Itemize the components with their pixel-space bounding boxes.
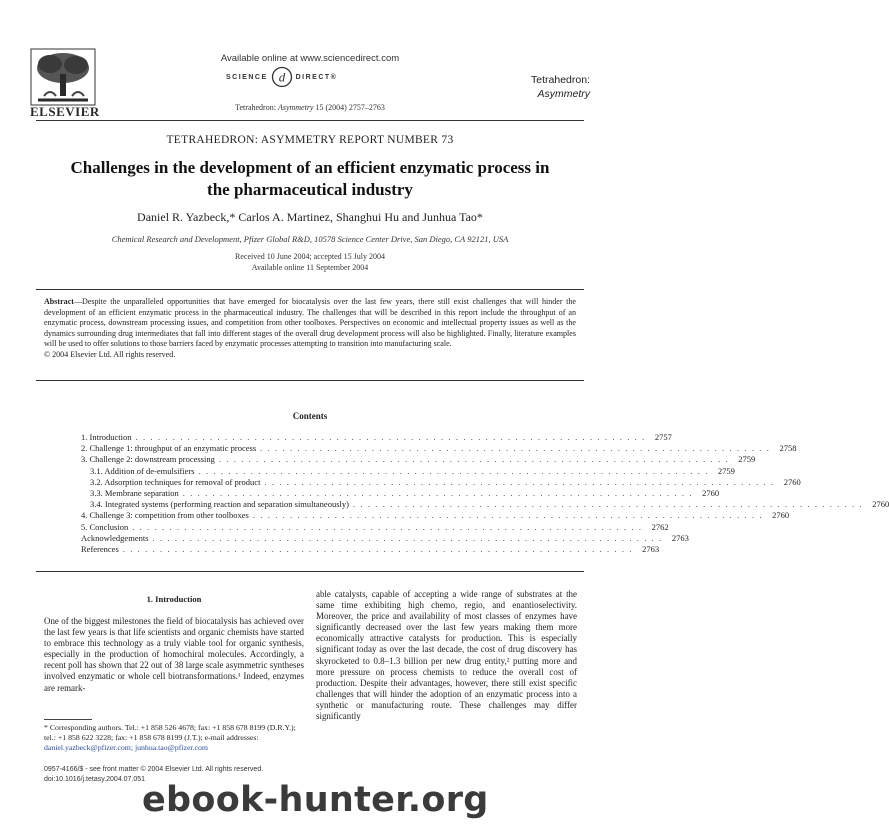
- toc-entry-label: 3.2. Adsorption techniques for removal of product: [90, 476, 261, 487]
- journal-logo-line1: Tetrahedron:: [531, 74, 590, 86]
- toc-entry-page: 2760: [783, 476, 801, 487]
- toc-entry[interactable]: [81, 543, 660, 555]
- toc-entry-page: 2759: [717, 465, 735, 476]
- journal-volume: 15 (2004) 2757–2763: [313, 103, 385, 112]
- sd-left-text: SCIENCE: [226, 73, 268, 81]
- toc-leader-dots: . . . . . . . . . . . . . . . . . . . . . . . . . . . . . . . . . . . . . . . . . . . . . . . . . . . . . . . . . . . . . . . . . . . . .: [198, 465, 709, 476]
- toc-entry-page: 2760: [702, 487, 720, 498]
- toc-entry-label: 3.1. Addition of de-emulsifiers: [90, 465, 195, 476]
- toc-entry-label: 4. Challenge 3: competition from other toolboxes: [81, 510, 249, 521]
- sd-right-text: DIRECT®: [295, 73, 338, 81]
- header-rule: [36, 120, 584, 121]
- toc-entry-page: 2757: [654, 432, 672, 442]
- toc-leader-dots: . . . . . . . . . . . . . . . . . . . . . . . . . . . . . . . . . . . . . . . . . . . . . . . . . . . . . . . . . . . . . . . . . . . . .: [132, 521, 643, 532]
- journal-logo-line2: Asymmetry: [537, 88, 590, 100]
- publisher-name: ELSEVIER: [30, 104, 100, 119]
- toc-leader-dots: . . . . . . . . . . . . . . . . . . . . . . . . . . . . . . . . . . . . . . . . . . . . . . . . . . . . . . . . . . . . . . . . . . . . .: [152, 532, 663, 543]
- body-column-right: able catalysts, capable of accepting a wide range of substrates at the same time exhibiting high chemo, regio, and enantioselectivity. Moreover, the price and availability of most classes of enzymes have significantly decreased over the last few years making them more economically attractive catalysts for production. This is especially significant today as over the last decade, the cost of drug discovery has skyrocketed to 0.8–1.3 billion per new drug entity,² putting more and more pressure on process chemists to reduce the overall cost of production. Despite their advantages, however, there still exist specific challenges that will hinder the adoption of an enzymatic process into a synthetic or manufacturing route. These challenges may differ significantly: [316, 589, 577, 722]
- article-title: [40, 157, 580, 201]
- table-of-contents: [81, 432, 889, 555]
- journal-logo-text: [531, 73, 590, 101]
- toc-leader-dots: . . . . . . . . . . . . . . . . . . . . . . . . . . . . . . . . . . . . . . . . . . . . . . . . . . . . . . . . . . . . . . . . . . . . .: [352, 499, 864, 510]
- corresponding-author-footnote: [44, 723, 306, 753]
- toc-entry-label: Acknowledgements: [81, 532, 149, 543]
- affiliation: Chemical Research and Development, Pfizer Global R&D, 10578 Science Center Drive, San Diego, CA 92121, USA: [111, 234, 509, 244]
- available-online-line[interactable]: Available online at www.sciencedirect.com: [220, 53, 400, 64]
- toc-entry-page: 2760: [772, 510, 790, 521]
- toc-entry-label: 3.4. Integrated systems (performing reaction and separation simultaneously): [90, 499, 349, 510]
- section-heading-introduction: 1. Introduction: [146, 594, 202, 604]
- toc-entry-label: 1. Introduction: [81, 432, 132, 442]
- toc-leader-dots: . . . . . . . . . . . . . . . . . . . . . . . . . . . . . . . . . . . . . . . . . . . . . . . . . . . . . . . . . . . . . . . . . . . . .: [122, 543, 634, 554]
- toc-entry-page: 2760: [872, 499, 889, 510]
- toc-entry-page: 2762: [651, 521, 669, 532]
- toc-entry[interactable]: [81, 454, 756, 465]
- toc-leader-dots: . . . . . . . . . . . . . . . . . . . . . . . . . . . . . . . . . . . . . . . . . . . . . . . . . . . . . . . . . . . . . . . . . . . . .: [182, 487, 694, 498]
- toc-entry[interactable]: [81, 521, 669, 533]
- sciencedirect-mark-icon: [271, 66, 293, 88]
- contents-title: Contents: [292, 411, 328, 421]
- toc-leader-dots: . . . . . . . . . . . . . . . . . . . . . . . . . . . . . . . . . . . . . . . . . . . . . . . . . . . . . . . . . . . . . . . . . . . . .: [218, 454, 730, 465]
- svg-text:d: d: [278, 69, 285, 85]
- toc-entry-label: References: [81, 543, 119, 554]
- article-title-line2: the pharmaceutical industry: [207, 180, 413, 199]
- abstract: [44, 297, 576, 360]
- journal-citation: [0, 103, 620, 112]
- toc-leader-dots: . . . . . . . . . . . . . . . . . . . . . . . . . . . . . . . . . . . . . . . . . . . . . . . . . . . . . . . . . . . . . . . . . . . . .: [252, 510, 764, 521]
- toc-leader-dots: . . . . . . . . . . . . . . . . . . . . . . . . . . . . . . . . . . . . . . . . . . . . . . . . . . . . . . . . . . . . . . . . . . . . .: [264, 476, 775, 487]
- received-date: Received 10 June 2004; accepted 15 July 2004: [235, 252, 385, 261]
- toc-entry[interactable]: [81, 465, 735, 477]
- available-date: Available online 11 September 2004: [251, 263, 369, 272]
- watermark-text: ebook-hunter.org: [142, 780, 489, 820]
- toc-entry[interactable]: [81, 510, 790, 521]
- toc-entry[interactable]: [81, 487, 720, 499]
- toc-entry-page: 2759: [738, 454, 756, 465]
- abstract-copyright: © 2004 Elsevier Ltd. All rights reserved.: [44, 349, 176, 359]
- toc-entry[interactable]: [81, 432, 672, 443]
- author-emails[interactable]: daniel.yazbeck@pfizer.com; junhua.tao@pfizer.com: [44, 743, 208, 752]
- doi-line[interactable]: doi:10.1016/j.tetasy.2004.07.051: [44, 776, 146, 783]
- contents-bottom-rule: [36, 571, 584, 572]
- abstract-text: —Despite the unparalleled opportunities that have emerged for biocatalysis over the last few years, there still exist challenges that will hinder the development of an efficient enzymatic process in the pharmaceutical industry. The challenges that will be described in this report include the throughput of an enzymatic process, downstream processing issues, and competition from other toolboxes. Perspectives on economic and intellectual property issues as well as the dynamics surrounding drug intermediates that fall into different stages of the overall drug development process will also be highlighted. Finally, literature examples will be used to offer solutions to those barriers faced by enzymatic processes attempting to transition into manufacturing scale.: [44, 297, 576, 348]
- toc-entry-label: 5. Conclusion: [81, 521, 129, 532]
- footnote-rule: [44, 719, 92, 720]
- toc-entry-label: 3. Challenge 2: downstream processing: [81, 454, 215, 465]
- report-series: TETRAHEDRON: ASYMMETRY REPORT NUMBER 73: [166, 134, 454, 146]
- issn-line: 0957-4166/$ - see front matter © 2004 Elsevier Ltd. All rights reserved.: [44, 766, 264, 773]
- abstract-bottom-rule: [36, 380, 584, 381]
- toc-leader-dots: . . . . . . . . . . . . . . . . . . . . . . . . . . . . . . . . . . . . . . . . . . . . . . . . . . . . . . . . . . . . . . . . . . . . .: [260, 443, 771, 454]
- toc-leader-dots: . . . . . . . . . . . . . . . . . . . . . . . . . . . . . . . . . . . . . . . . . . . . . . . . . . . . . . . . . . . . . . . . . . . . .: [135, 432, 646, 442]
- author-list: Daniel R. Yazbeck,* Carlos A. Martinez, Shanghui Hu and Junhua Tao*: [137, 210, 483, 224]
- article-title-line1: Challenges in the development of an efficient enzymatic process in: [70, 158, 550, 177]
- toc-entry[interactable]: [81, 476, 801, 488]
- toc-entry-label: 3.3. Membrane separation: [90, 487, 179, 498]
- toc-entry-page: 2758: [779, 443, 797, 454]
- toc-entry[interactable]: [81, 499, 889, 510]
- journal-name: Tetrahedron:: [235, 103, 278, 112]
- toc-entry-label: 2. Challenge 1: throughput of an enzymatic process: [81, 443, 257, 454]
- toc-entry[interactable]: [81, 443, 797, 454]
- article-dates: [0, 251, 620, 273]
- journal-name-italic: Asymmetry: [277, 103, 314, 112]
- abstract-top-rule: [36, 289, 584, 290]
- toc-entry[interactable]: [81, 532, 689, 544]
- body-column-left: One of the biggest milestones the field of biocatalysis has achieved over the last few years is that life scientists and organic chemists have started to embrace this technology as a truly viable tool for organic synthesis, especially in the production of homochiral molecules. Accordingly, a recent poll has shown that 22 out of 38 large scale asymmetric syntheses involved enzymatic or whole cell biotransformations.¹ Indeed, enzymes are remark-: [44, 616, 304, 693]
- abstract-label: Abstract: [44, 297, 74, 306]
- sciencedirect-logo: [226, 66, 337, 88]
- footnote-text: * Corresponding authors. Tel.: +1 858 526 4678; fax: +1 858 678 8199 (D.R.Y.); tel.: +1 858 622 3228; fax: +1 858 678 8199 (J.T.); e-mail addresses:: [44, 723, 296, 742]
- toc-entry-page: 2763: [642, 543, 660, 554]
- toc-entry-page: 2763: [671, 532, 689, 543]
